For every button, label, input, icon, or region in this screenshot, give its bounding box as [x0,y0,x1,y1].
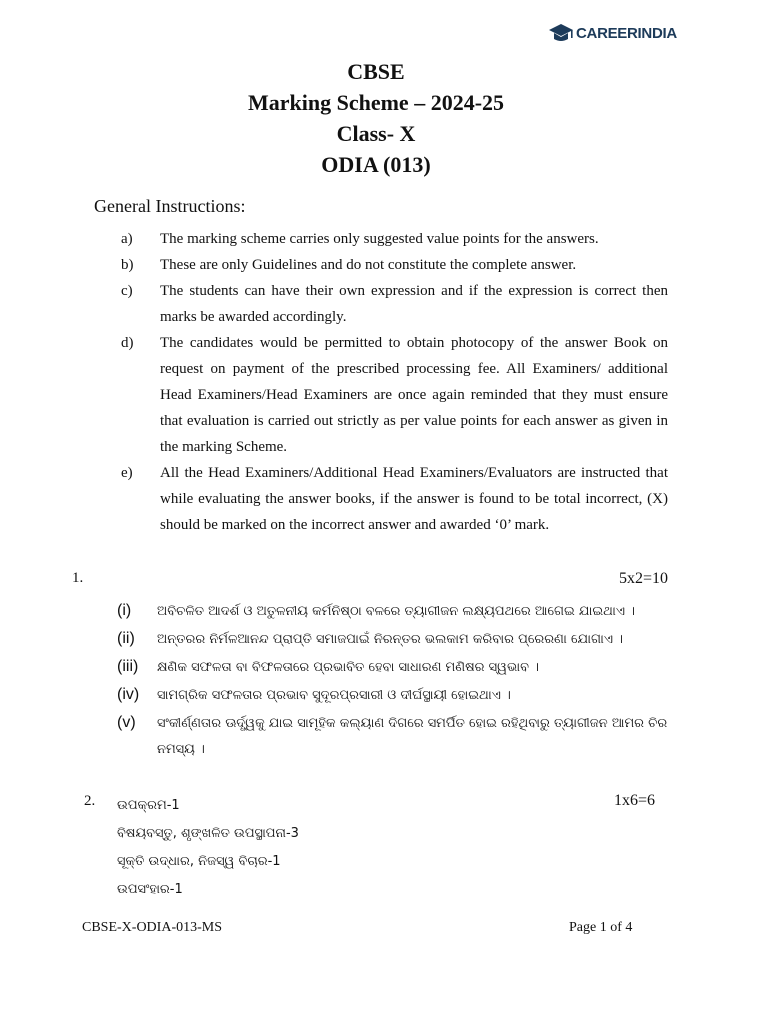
careerindia-logo [548,22,677,44]
answer-item [117,597,677,625]
title-subject: ODIA (013) [321,152,431,177]
answer-text: କ୍ଷଣିକ ସଫଳତା ବା ବିଫଳତାରେ ପ୍ରଭାବିତ ହେବା ସାଧାରଣ ମଣିଷର ସ୍ୱଭାବ । [157,660,539,675]
instruction-text: The marking scheme carries only suggested value points for the answers. [160,231,599,247]
footer-page-number: Page 1 of 4 [569,920,633,935]
answer-item: ଉପକ୍ରମ-1 [117,798,180,813]
instruction-letter: b) [121,257,134,273]
question-1-answers [117,597,677,763]
instruction-letter: a) [121,231,133,247]
instruction-letter: d) [121,335,134,351]
instruction-text: The students can have their own expression and if the expression is correct then marks be awarded accordingly. [160,283,668,325]
answer-item: ସୂକ୍ତି ଉଦ୍ଧାର, ନିଜସ୍ୱ ବିଚାର-1 [117,854,281,869]
answer-item [117,709,677,737]
instruction-item [121,226,668,252]
title-class: Class- X [336,121,416,146]
answer-roman: (i) [117,602,132,619]
answer-item: ଉପସଂହାର-1 [117,882,183,897]
general-instructions-heading: General Instructions: [94,196,246,216]
graduation-cap-icon [548,22,574,44]
instruction-text: The candidates would be permitted to obtain photocopy of the answer Book on request on payment of the prescribed processing fee. All Examiners/ additional Head Examiners/Head Examiners are once again reminded that they must ensure that evaluation is carried out strictly as per value points for each answer as given in the marking Scheme. [160,335,668,455]
instruction-item [121,278,668,330]
question-2-answers [117,792,299,904]
answer-roman: (iv) [117,686,140,703]
answer-item [117,625,677,653]
question-1-marks: 5x2=10 [619,570,669,587]
answer-roman: (v) [117,714,136,731]
answer-text-continuation: ନମସ୍ୟ । [157,742,205,757]
answer-text: ଅବିଚଳିତ ଆଦର୍ଶ ଓ ଅତୁଳନୀୟ କର୍ମନିଷ୍ଠା ବଳରେ ତ୍ୟାଗୀଜନ ଲକ୍ଷ୍ୟପଥରେ ଆଗେଇ ଯାଇଥାଏ । [157,604,635,619]
answer-roman: (ii) [117,630,135,647]
instruction-text: All the Head Examiners/Additional Head Examiners/Evaluators are instructed that while evaluating the answer books, if the answer is found to be total incorrect, (X) should be marked on the incorrect answer and awarded ‘0’ mark. [160,465,668,533]
question-2-marks: 1x6=6 [614,792,656,809]
logo-career-text: CAREER [576,24,638,42]
title-scheme: Marking Scheme – 2024-25 [247,90,505,115]
instruction-letter: e) [121,465,133,481]
question-1-number: 1. [72,570,84,586]
question-2-number: 2. [84,793,96,809]
title-board: CBSE [347,59,405,84]
instruction-item [121,252,668,278]
instruction-text: These are only Guidelines and do not constitute the complete answer. [160,257,577,273]
instruction-item [121,460,668,538]
instruction-item [121,330,668,460]
general-instructions-list [121,226,668,538]
answer-text: ସଂକୀର୍ଣ୍ଣତାର ଊର୍ଦ୍ଧ୍ୱକୁ ଯାଇ ସାମୂହିକ କଲ୍ୟାଣ ଦିଗରେ ସମର୍ପିତ ହୋଇ ରହିଥିବାରୁ ତ୍ୟାଗୀଜନ ଆମର ଚିର [157,716,668,731]
answer-item [117,681,677,709]
answer-text: ଅନ୍ତରର ନିର୍ମଳଆନନ୍ଦ ପ୍ରାପ୍ତି ସମାଜପାଇଁ ନିରନ୍ତର ଭଲକାମ କରିବାର ପ୍ରେରଣା ଯୋଗାଏ । [157,632,624,647]
answer-text: ସାମଗ୍ରିକ ସଫଳତାର ପ୍ରଭାବ ସୁଦୂରପ୍ରସାରୀ ଓ ଦୀର୍ଘସ୍ଥାୟୀ ହୋଇଥାଏ । [157,688,511,703]
answer-roman: (iii) [117,658,139,675]
instruction-letter: c) [121,283,133,299]
logo-india-text: INDIA [637,24,677,42]
document-title [0,56,752,180]
footer-document-code: CBSE-X-ODIA-013-MS [82,920,222,935]
answer-item: ବିଷୟବସ୍ତୁ, ଶୃଙ୍ଖଳିତ ଉପସ୍ଥାପନା-3 [117,826,299,841]
answer-item [117,653,677,681]
